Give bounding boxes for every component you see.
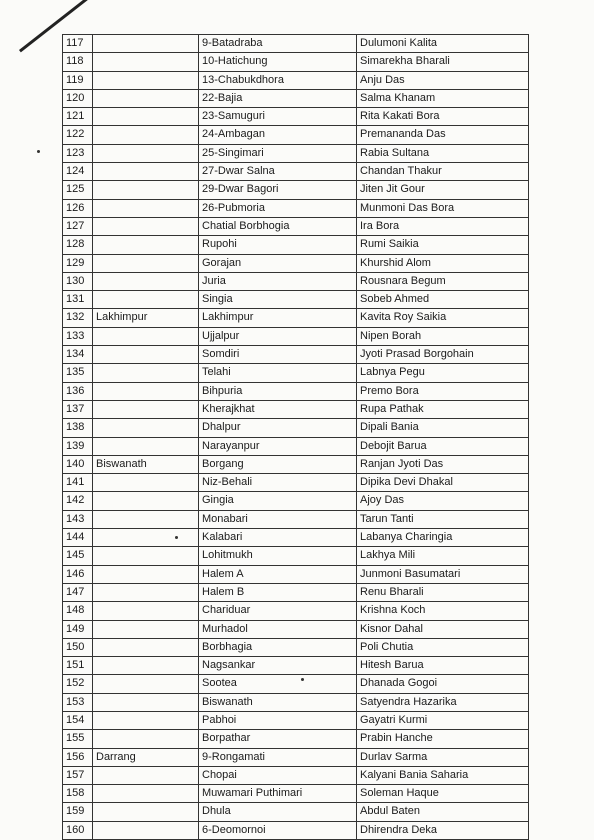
serial-number-cell: 145 [63, 547, 93, 564]
person-name-cell: Rousnara Begum [357, 273, 529, 290]
location-cell: Chariduar [199, 602, 357, 619]
district-cell [93, 126, 199, 143]
person-name-cell: Kalyani Bania Saharia [357, 767, 529, 784]
district-cell [93, 328, 199, 345]
district-cell [93, 163, 199, 180]
person-name-cell: Simarekha Bharali [357, 53, 529, 70]
table-row [63, 401, 529, 419]
table-row [63, 90, 529, 108]
person-name-cell: Labnya Pegu [357, 364, 529, 381]
location-cell: Gingia [199, 492, 357, 509]
person-name-cell: Premananda Das [357, 126, 529, 143]
serial-number-cell: 127 [63, 218, 93, 235]
district-cell [93, 90, 199, 107]
person-name-cell: Jyoti Prasad Borgohain [357, 346, 529, 363]
serial-number-cell: 137 [63, 401, 93, 418]
serial-number-cell: 152 [63, 675, 93, 692]
person-name-cell: Munmoni Das Bora [357, 200, 529, 217]
officials-table [62, 34, 529, 840]
table-row [63, 346, 529, 364]
serial-number-cell: 128 [63, 236, 93, 253]
table-row [63, 328, 529, 346]
district-cell [93, 273, 199, 290]
serial-number-cell: 124 [63, 163, 93, 180]
table-row [63, 749, 529, 767]
location-cell: 23-Samuguri [199, 108, 357, 125]
person-name-cell: Prabin Hanche [357, 730, 529, 747]
district-cell [93, 511, 199, 528]
serial-number-cell: 135 [63, 364, 93, 381]
location-cell: Borpathar [199, 730, 357, 747]
location-cell: Sootea [199, 675, 357, 692]
table-row [63, 675, 529, 693]
serial-number-cell: 144 [63, 529, 93, 546]
district-cell [93, 72, 199, 89]
table-row [63, 694, 529, 712]
location-cell: Halem B [199, 584, 357, 601]
location-cell: 13-Chabukdhora [199, 72, 357, 89]
table-row [63, 712, 529, 730]
person-name-cell: Anju Das [357, 72, 529, 89]
table-row [63, 200, 529, 218]
serial-number-cell: 157 [63, 767, 93, 784]
district-cell [93, 602, 199, 619]
table-row [63, 474, 529, 492]
person-name-cell: Dipika Devi Dhakal [357, 474, 529, 491]
district-cell [93, 822, 199, 839]
table-row [63, 35, 529, 53]
table-row [63, 383, 529, 401]
location-cell: Bihpuria [199, 383, 357, 400]
person-name-cell: Debojit Barua [357, 438, 529, 455]
district-cell [93, 767, 199, 784]
district-cell [93, 291, 199, 308]
person-name-cell: Junmoni Basumatari [357, 566, 529, 583]
serial-number-cell: 138 [63, 419, 93, 436]
person-name-cell: Abdul Baten [357, 803, 529, 820]
location-cell: Niz-Behali [199, 474, 357, 491]
location-cell: 25-Singimari [199, 145, 357, 162]
person-name-cell: Durlav Sarma [357, 749, 529, 766]
table-row [63, 218, 529, 236]
person-name-cell: Renu Bharali [357, 584, 529, 601]
person-name-cell: Lakhya Mili [357, 547, 529, 564]
location-cell: 9-Batadraba [199, 35, 357, 52]
person-name-cell: Dipali Bania [357, 419, 529, 436]
location-cell: 10-Hatichung [199, 53, 357, 70]
person-name-cell: Rumi Saikia [357, 236, 529, 253]
person-name-cell: Premo Bora [357, 383, 529, 400]
table-row [63, 419, 529, 437]
person-name-cell: Sobeb Ahmed [357, 291, 529, 308]
person-name-cell: Rupa Pathak [357, 401, 529, 418]
table-row [63, 566, 529, 584]
person-name-cell: Gayatri Kurmi [357, 712, 529, 729]
table-row [63, 456, 529, 474]
location-cell: Borbhagia [199, 639, 357, 656]
table-row [63, 822, 529, 840]
table-row [63, 730, 529, 748]
district-cell [93, 383, 199, 400]
district-cell: Darrang [93, 749, 199, 766]
table-row [63, 255, 529, 273]
location-cell: Narayanpur [199, 438, 357, 455]
table-row [63, 785, 529, 803]
district-cell [93, 218, 199, 235]
district-cell: Lakhimpur [93, 309, 199, 326]
table-row [63, 163, 529, 181]
serial-number-cell: 122 [63, 126, 93, 143]
location-cell: Chatial Borbhogia [199, 218, 357, 235]
person-name-cell: Salma Khanam [357, 90, 529, 107]
location-cell: Kalabari [199, 529, 357, 546]
serial-number-cell: 154 [63, 712, 93, 729]
person-name-cell: Rabia Sultana [357, 145, 529, 162]
person-name-cell: Satyendra Hazarika [357, 694, 529, 711]
district-cell [93, 584, 199, 601]
table-row [63, 72, 529, 90]
location-cell: Singia [199, 291, 357, 308]
location-cell: Dhula [199, 803, 357, 820]
person-name-cell: Krishna Koch [357, 602, 529, 619]
table-row [63, 803, 529, 821]
person-name-cell: Khurshid Alom [357, 255, 529, 272]
location-cell: Murhadol [199, 621, 357, 638]
person-name-cell: Kisnor Dahal [357, 621, 529, 638]
person-name-cell: Labanya Charingia [357, 529, 529, 546]
table-row [63, 273, 529, 291]
location-cell: 24-Ambagan [199, 126, 357, 143]
district-cell [93, 785, 199, 802]
person-name-cell: Chandan Thakur [357, 163, 529, 180]
table-row [63, 108, 529, 126]
person-name-cell: Dhanada Gogoi [357, 675, 529, 692]
district-cell: Biswanath [93, 456, 199, 473]
table-row [63, 492, 529, 510]
location-cell: Monabari [199, 511, 357, 528]
district-cell [93, 547, 199, 564]
serial-number-cell: 126 [63, 200, 93, 217]
table-row [63, 126, 529, 144]
person-name-cell: Soleman Haque [357, 785, 529, 802]
location-cell: Rupohi [199, 236, 357, 253]
scan-speck [37, 150, 40, 153]
person-name-cell: Rita Kakati Bora [357, 108, 529, 125]
district-cell [93, 621, 199, 638]
table-row [63, 639, 529, 657]
table-row [63, 584, 529, 602]
person-name-cell: Ranjan Jyoti Das [357, 456, 529, 473]
serial-number-cell: 134 [63, 346, 93, 363]
district-cell [93, 712, 199, 729]
serial-number-cell: 136 [63, 383, 93, 400]
serial-number-cell: 133 [63, 328, 93, 345]
district-cell [93, 419, 199, 436]
district-cell [93, 255, 199, 272]
district-cell [93, 694, 199, 711]
district-cell [93, 108, 199, 125]
district-cell [93, 566, 199, 583]
serial-number-cell: 140 [63, 456, 93, 473]
person-name-cell: Poli Chutia [357, 639, 529, 656]
person-name-cell: Ira Bora [357, 218, 529, 235]
location-cell: Telahi [199, 364, 357, 381]
location-cell: 9-Rongamati [199, 749, 357, 766]
table-row [63, 529, 529, 547]
district-cell [93, 639, 199, 656]
serial-number-cell: 132 [63, 309, 93, 326]
table-row [63, 547, 529, 565]
serial-number-cell: 160 [63, 822, 93, 839]
district-cell [93, 53, 199, 70]
location-cell: Gorajan [199, 255, 357, 272]
district-cell [93, 364, 199, 381]
table-row [63, 291, 529, 309]
location-cell: Juria [199, 273, 357, 290]
table-row [63, 657, 529, 675]
person-name-cell: Dhirendra Deka [357, 822, 529, 839]
location-cell: Muwamari Puthimari [199, 785, 357, 802]
table-row [63, 602, 529, 620]
location-cell: Nagsankar [199, 657, 357, 674]
serial-number-cell: 158 [63, 785, 93, 802]
person-name-cell: Kavita Roy Saikia [357, 309, 529, 326]
district-cell [93, 438, 199, 455]
location-cell: 6-Deomornoi [199, 822, 357, 839]
table-row [63, 309, 529, 327]
location-cell: Kherajkhat [199, 401, 357, 418]
serial-number-cell: 150 [63, 639, 93, 656]
table-row [63, 621, 529, 639]
location-cell: Ujjalpur [199, 328, 357, 345]
table-row [63, 767, 529, 785]
person-name-cell: Nipen Borah [357, 328, 529, 345]
serial-number-cell: 123 [63, 145, 93, 162]
serial-number-cell: 120 [63, 90, 93, 107]
serial-number-cell: 149 [63, 621, 93, 638]
district-cell [93, 236, 199, 253]
location-cell: Borgang [199, 456, 357, 473]
table-row [63, 145, 529, 163]
district-cell [93, 474, 199, 491]
serial-number-cell: 125 [63, 181, 93, 198]
table-row [63, 511, 529, 529]
serial-number-cell: 131 [63, 291, 93, 308]
serial-number-cell: 119 [63, 72, 93, 89]
serial-number-cell: 129 [63, 255, 93, 272]
serial-number-cell: 153 [63, 694, 93, 711]
table-row [63, 181, 529, 199]
serial-number-cell: 156 [63, 749, 93, 766]
location-cell: Biswanath [199, 694, 357, 711]
serial-number-cell: 142 [63, 492, 93, 509]
serial-number-cell: 146 [63, 566, 93, 583]
district-cell [93, 529, 199, 546]
district-cell [93, 145, 199, 162]
serial-number-cell: 148 [63, 602, 93, 619]
district-cell [93, 35, 199, 52]
person-name-cell: Tarun Tanti [357, 511, 529, 528]
location-cell: Dhalpur [199, 419, 357, 436]
table-row [63, 438, 529, 456]
serial-number-cell: 147 [63, 584, 93, 601]
location-cell: Lohitmukh [199, 547, 357, 564]
location-cell: 27-Dwar Salna [199, 163, 357, 180]
serial-number-cell: 141 [63, 474, 93, 491]
location-cell: Lakhimpur [199, 309, 357, 326]
district-cell [93, 675, 199, 692]
district-cell [93, 803, 199, 820]
location-cell: Somdiri [199, 346, 357, 363]
serial-number-cell: 159 [63, 803, 93, 820]
district-cell [93, 492, 199, 509]
district-cell [93, 181, 199, 198]
serial-number-cell: 117 [63, 35, 93, 52]
serial-number-cell: 130 [63, 273, 93, 290]
district-cell [93, 401, 199, 418]
person-name-cell: Hitesh Barua [357, 657, 529, 674]
serial-number-cell: 139 [63, 438, 93, 455]
person-name-cell: Dulumoni Kalita [357, 35, 529, 52]
person-name-cell: Jiten Jit Gour [357, 181, 529, 198]
district-cell [93, 657, 199, 674]
district-cell [93, 730, 199, 747]
location-cell: 22-Bajia [199, 90, 357, 107]
location-cell: Chopai [199, 767, 357, 784]
location-cell: Halem A [199, 566, 357, 583]
location-cell: 26-Pubmoria [199, 200, 357, 217]
serial-number-cell: 143 [63, 511, 93, 528]
location-cell: 29-Dwar Bagori [199, 181, 357, 198]
district-cell [93, 346, 199, 363]
person-name-cell: Ajoy Das [357, 492, 529, 509]
district-cell [93, 200, 199, 217]
table-row [63, 364, 529, 382]
serial-number-cell: 118 [63, 53, 93, 70]
serial-number-cell: 155 [63, 730, 93, 747]
serial-number-cell: 151 [63, 657, 93, 674]
location-cell: Pabhoi [199, 712, 357, 729]
table-row [63, 53, 529, 71]
table-row [63, 236, 529, 254]
serial-number-cell: 121 [63, 108, 93, 125]
